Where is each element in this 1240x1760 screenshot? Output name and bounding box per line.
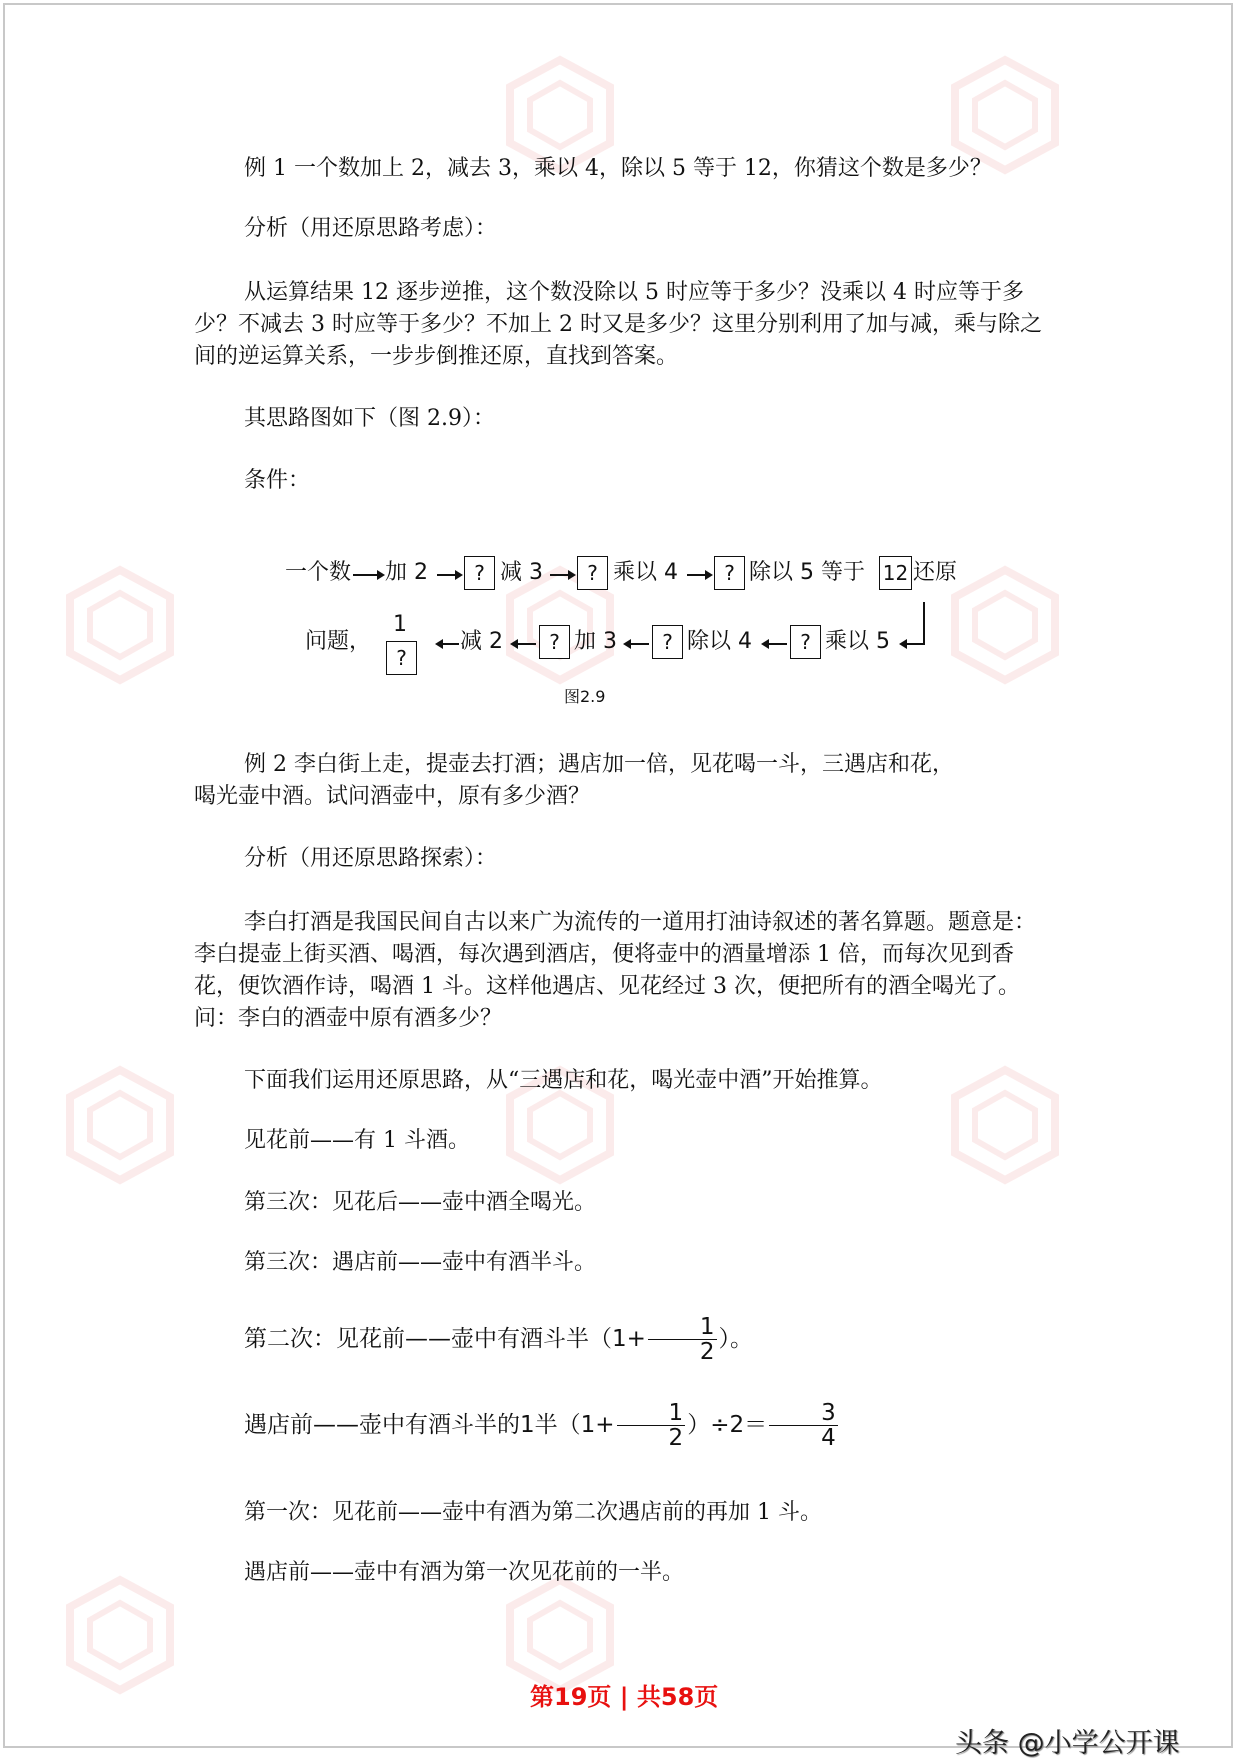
diagram-start: 一个数 [285,560,352,585]
example1-analysis-text: 从运算结果 12 逐步逆推，这个数没除以 5 时应等于多少？没乘以 4 时应等于多少？不减去 3 时应等于多少？不加上 2 时又是多少？这里分别利用了加与减，乘与除之间的逆运算关系，一步步倒推还原，直找到答案。 [194,280,1042,369]
arrow-left-icon [763,643,787,645]
arrow-right-icon [437,574,461,576]
document-page [3,3,1233,1759]
watermark-logo-icon [505,565,615,685]
conditions-label: 条件： [244,468,311,493]
step-second-store [194,1401,1054,1450]
diagram-intro: 其思路图如下（图 2.9）： [244,406,495,431]
step-text: 第二次：见花前——壶中有酒斗半（1+ [244,1326,646,1352]
diagram-end: 还原 [913,560,958,585]
arrow-left-icon [625,643,649,645]
example2-title-line1: 例 2 李白街上走，提壶去打酒；遇店加一倍，见花喝一斗，三遇店和花， [244,752,954,777]
example2-title-line2: 喝光壶中酒。试问酒壶中，原有多少酒？ [194,784,591,809]
diagram-step: 除以 4 [687,629,752,654]
watermark-logo-icon [950,565,1060,685]
result-box: 12 [879,556,912,590]
diagram-step: 乘以 5 [825,629,890,654]
example1-analysis-heading: 分析（用还原思路考虑）： [244,216,498,241]
connector-line [923,602,925,644]
diagram-step: 减 2 [460,629,503,654]
arrow-right-icon [353,574,383,576]
unknown-box: ? [714,556,745,590]
diagram-step: 减 3 [500,560,543,585]
example2-analysis-heading: 分析（用还原思路探索）： [244,846,498,871]
step-first-store: 遇店前——壶中有酒为第一次见花前的一半。 [244,1560,685,1585]
flow-diagram [5,5,1235,1750]
diagram-step: 除以 5 等于 [749,560,865,585]
step-text: 遇店前——壶中有酒斗半的1半（1+ [244,1412,615,1438]
figure-caption: 图2.9 [564,687,606,706]
fraction: $\frac{1}{2}$ [648,1315,717,1364]
arrow-right-icon [687,574,711,576]
example1-title: 例 1 一个数加上 2，减去 3，乘以 4，除以 5 等于 12，你猜这个数是多少？ [244,156,992,181]
fraction: $\frac{1}{2}$ [617,1401,686,1450]
step-line: 第三次：遇店前——壶中有酒半斗。 [244,1250,597,1275]
answer-value: 1 [393,612,407,637]
unknown-box: ? [539,625,570,659]
example2-intro: 下面我们运用还原思路，从“三遇店和花，喝光壶中酒”开始推算。 [244,1068,883,1093]
diagram-step: 加 3 [574,629,617,654]
watermark-logo-icon [65,1575,175,1695]
unknown-box: ? [652,625,683,659]
step-line: 见花前——有 1 斗酒。 [244,1128,470,1153]
diagram-step: 加 2 [385,560,428,585]
step-first-flower: 第一次：见花前——壶中有酒为第二次遇店前的再加 1 斗。 [244,1500,822,1525]
watermark-logo-icon [65,565,175,685]
unknown-box: ? [464,556,495,590]
fraction-result: $\frac{3}{4}$ [769,1401,838,1450]
step-tail: ）。 [718,1326,754,1352]
answer-box: ? [386,641,417,675]
diagram-question-label: 问题， [305,629,372,654]
page-indicator: 第19页 | 共58页 [530,1683,719,1711]
arrow-left-icon [437,643,459,645]
unknown-box: ? [790,625,821,659]
step-line: 第三次：见花后——壶中酒全喝光。 [244,1190,597,1215]
arrow-left-icon [901,643,925,645]
watermark-logo-icon [65,1065,175,1185]
step-mid: ）÷2＝ [687,1412,768,1438]
step-second-flower [194,1315,1054,1364]
example2-analysis-text: 李白打酒是我国民间自古以来广为流传的一道用打油诗叙述的著名算题。题意是：李白提壶上街买酒、喝酒，每次遇到酒店，便将壶中的酒量增添 1 倍，而每次见到香花，便饮酒作诗，喝酒 1 斗。这样他遇店、见花经过 3 次，便把所有的酒全喝光了。问：李白的酒壶中原有酒多少？ [194,910,1037,1031]
unknown-box: ? [577,556,608,590]
brand-watermark: 头条 @小学公开课 [955,1728,1180,1759]
diagram-step: 乘以 4 [613,560,678,585]
